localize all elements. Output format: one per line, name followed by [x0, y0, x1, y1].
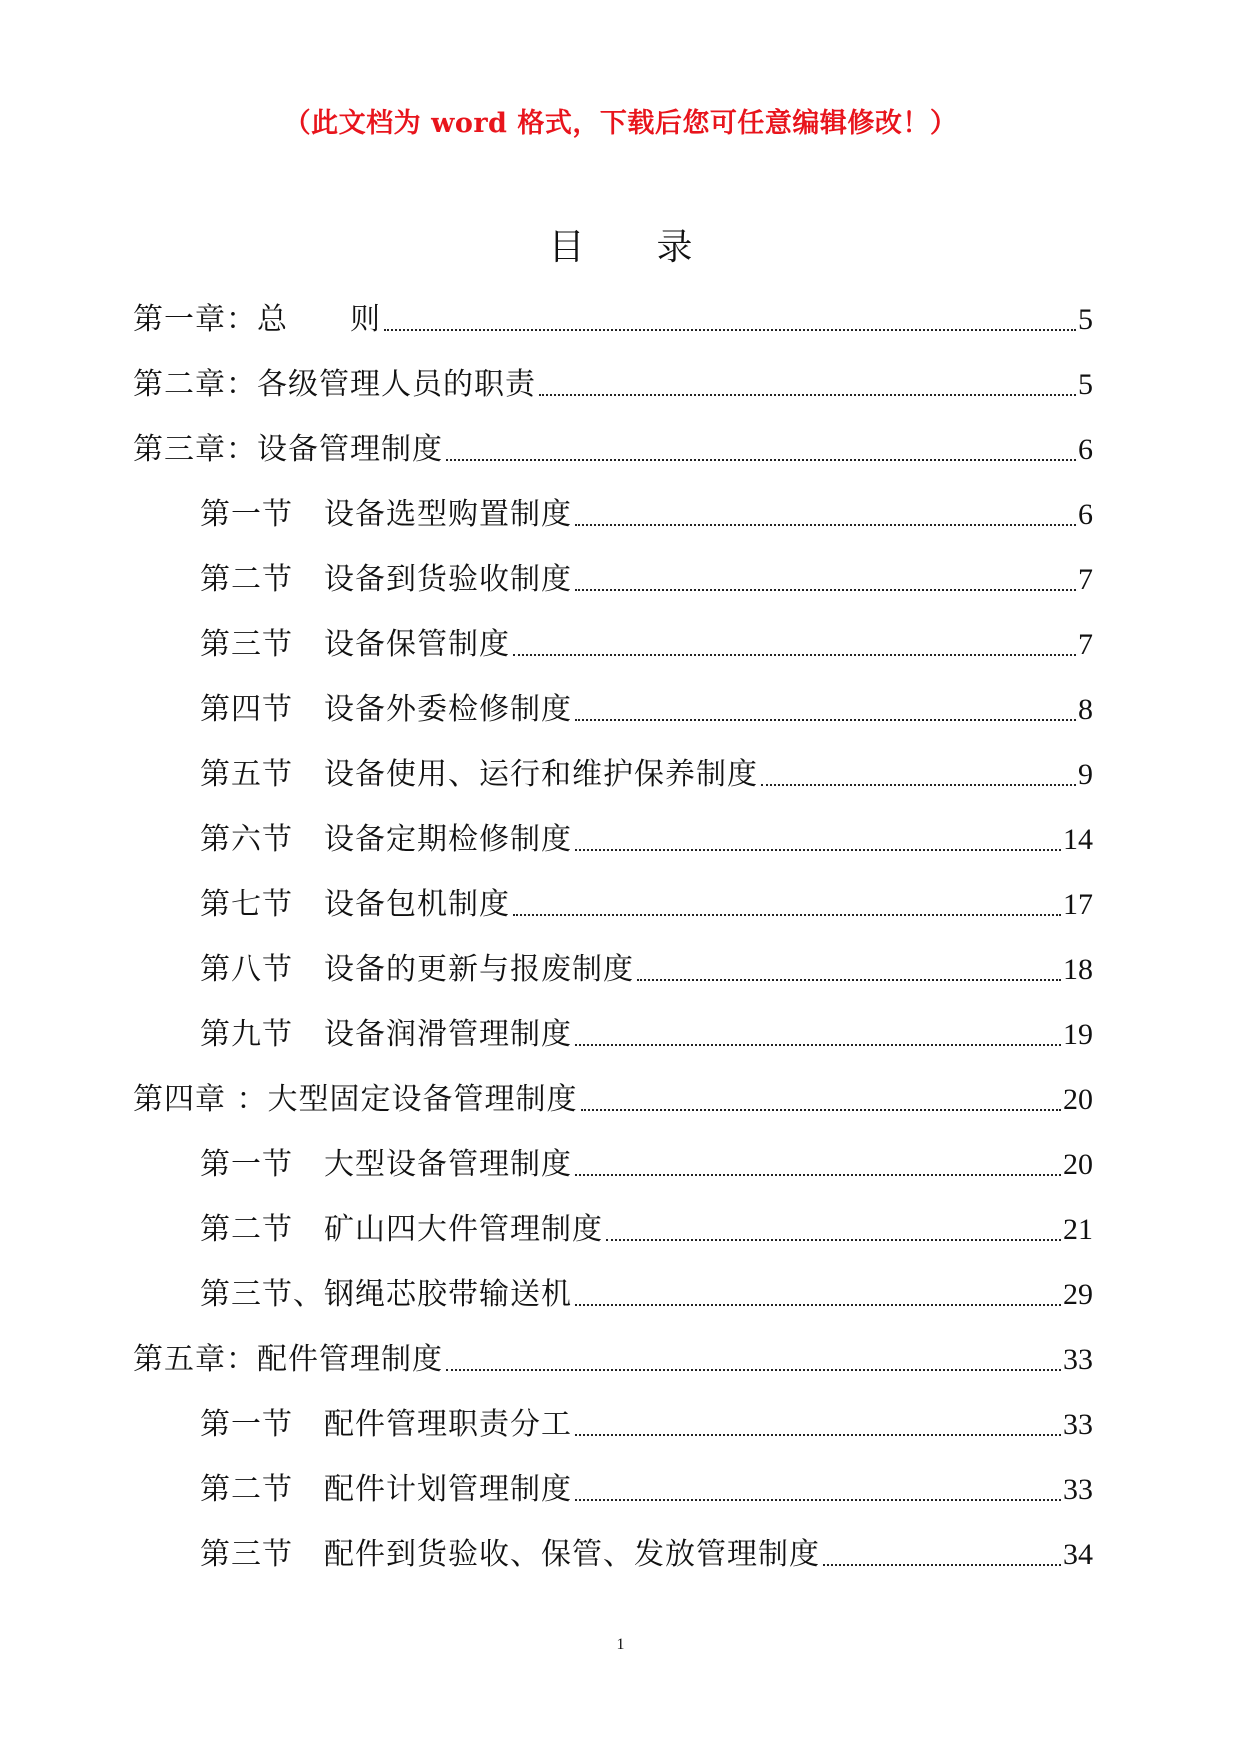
toc-entry-text: 第四节 设备外委检修制度 — [200, 692, 572, 727]
toc-entry-text: 第四章 ：大型固定设备管理制度 — [133, 1082, 578, 1117]
toc-leader-dots — [575, 1043, 1061, 1046]
toc-entry-section[interactable] — [200, 745, 1093, 795]
toc-leader-dots — [575, 848, 1061, 851]
toc-entry-section[interactable] — [200, 1525, 1093, 1575]
toc-entry-text: 第三节 配件到货验收、保管、发放管理制度 — [200, 1537, 820, 1572]
toc-entry-text: 第二章：各级管理人员的职责 — [133, 367, 536, 402]
toc-leader-dots — [581, 1108, 1061, 1111]
toc-entry-page: 33 — [1063, 1473, 1093, 1506]
toc-entry-page: 6 — [1078, 433, 1093, 466]
toc-entry-text: 第三章：设备管理制度 — [133, 432, 443, 467]
toc-entry-page: 5 — [1078, 368, 1093, 401]
toc-title: 目 录 — [548, 227, 693, 268]
toc-leader-dots — [446, 1368, 1061, 1371]
toc-entry-section[interactable] — [200, 615, 1093, 665]
toc-entry-section[interactable] — [200, 1005, 1093, 1055]
toc-entry-chapter-4[interactable] — [133, 1070, 1093, 1120]
toc-leader-dots — [575, 1433, 1061, 1436]
toc-entry-section[interactable] — [200, 810, 1093, 860]
toc-entry-text: 第一章：总 则 — [133, 302, 381, 337]
toc-leader-dots — [575, 718, 1076, 721]
toc-entry-section[interactable] — [200, 1135, 1093, 1185]
toc-entry-page: 17 — [1063, 888, 1093, 921]
toc-leader-dots — [637, 978, 1061, 981]
toc-entry-text: 第九节 设备润滑管理制度 — [200, 1017, 572, 1052]
toc-entry-text: 第一节 配件管理职责分工 — [200, 1407, 572, 1442]
toc-entry-chapter-2[interactable] — [133, 355, 1093, 405]
toc-entry-page: 33 — [1063, 1343, 1093, 1376]
toc-entry-section[interactable] — [200, 680, 1093, 730]
toc-entry-page: 8 — [1078, 693, 1093, 726]
toc-entry-section[interactable] — [200, 940, 1093, 990]
toc-entry-page: 18 — [1063, 953, 1093, 986]
toc-entry-text: 第一节 设备选型购置制度 — [200, 497, 572, 532]
document-notice: （此文档为 word 格式，下载后您可任意编辑修改！） — [283, 108, 958, 139]
toc-leader-dots — [575, 523, 1076, 526]
toc-entry-section[interactable] — [200, 1265, 1093, 1315]
toc-entry-text: 第六节 设备定期检修制度 — [200, 822, 572, 857]
toc-leader-dots — [823, 1563, 1061, 1566]
toc-leader-dots — [539, 393, 1076, 396]
toc-entry-text: 第五章：配件管理制度 — [133, 1342, 443, 1377]
toc-entry-section[interactable] — [200, 550, 1093, 600]
toc-entry-text: 第二节 配件计划管理制度 — [200, 1472, 572, 1507]
toc-entry-chapter-3[interactable] — [133, 420, 1093, 470]
toc-entry-chapter-5[interactable] — [133, 1330, 1093, 1380]
toc-entry-section[interactable] — [200, 875, 1093, 925]
toc-entry-page: 20 — [1063, 1148, 1093, 1181]
toc-entry-page: 20 — [1063, 1083, 1093, 1116]
toc-entry-section[interactable] — [200, 485, 1093, 535]
toc-leader-dots — [606, 1238, 1061, 1241]
toc-leader-dots — [384, 328, 1076, 331]
toc-entry-page: 29 — [1063, 1278, 1093, 1311]
toc-leader-dots — [575, 1173, 1061, 1176]
toc-entry-text: 第二节 矿山四大件管理制度 — [200, 1212, 603, 1247]
toc-entry-chapter-1[interactable] — [133, 290, 1093, 340]
page-number: 1 — [616, 1636, 625, 1653]
toc-entry-page: 9 — [1078, 758, 1093, 791]
toc-leader-dots — [513, 653, 1076, 656]
toc-entry-text: 第七节 设备包机制度 — [200, 887, 510, 922]
toc-entry-text: 第一节 大型设备管理制度 — [200, 1147, 572, 1182]
toc-leader-dots — [575, 588, 1076, 591]
toc-leader-dots — [575, 1498, 1061, 1501]
toc-entry-text: 第三节 设备保管制度 — [200, 627, 510, 662]
toc-leader-dots — [575, 1303, 1061, 1306]
toc-entry-page: 7 — [1078, 563, 1093, 596]
toc-entry-section[interactable] — [200, 1200, 1093, 1250]
toc-entry-section[interactable] — [200, 1460, 1093, 1510]
toc-entry-page: 14 — [1063, 823, 1093, 856]
toc-leader-dots — [513, 913, 1061, 916]
toc-entry-text: 第五节 设备使用、运行和维护保养制度 — [200, 757, 758, 792]
toc-entry-page: 7 — [1078, 628, 1093, 661]
toc-entry-page: 21 — [1063, 1213, 1093, 1246]
toc-entry-page: 6 — [1078, 498, 1093, 531]
toc-entry-page: 33 — [1063, 1408, 1093, 1441]
toc-entry-page: 5 — [1078, 303, 1093, 336]
toc-entry-page: 34 — [1063, 1538, 1093, 1571]
toc-entry-section[interactable] — [200, 1395, 1093, 1445]
toc-entry-text: 第八节 设备的更新与报废制度 — [200, 952, 634, 987]
toc-leader-dots — [446, 458, 1076, 461]
toc-entry-text: 第三节、钢绳芯胶带输送机 — [200, 1277, 572, 1312]
toc-entry-page: 19 — [1063, 1018, 1093, 1051]
toc-entry-text: 第二节 设备到货验收制度 — [200, 562, 572, 597]
toc-leader-dots — [761, 783, 1076, 786]
